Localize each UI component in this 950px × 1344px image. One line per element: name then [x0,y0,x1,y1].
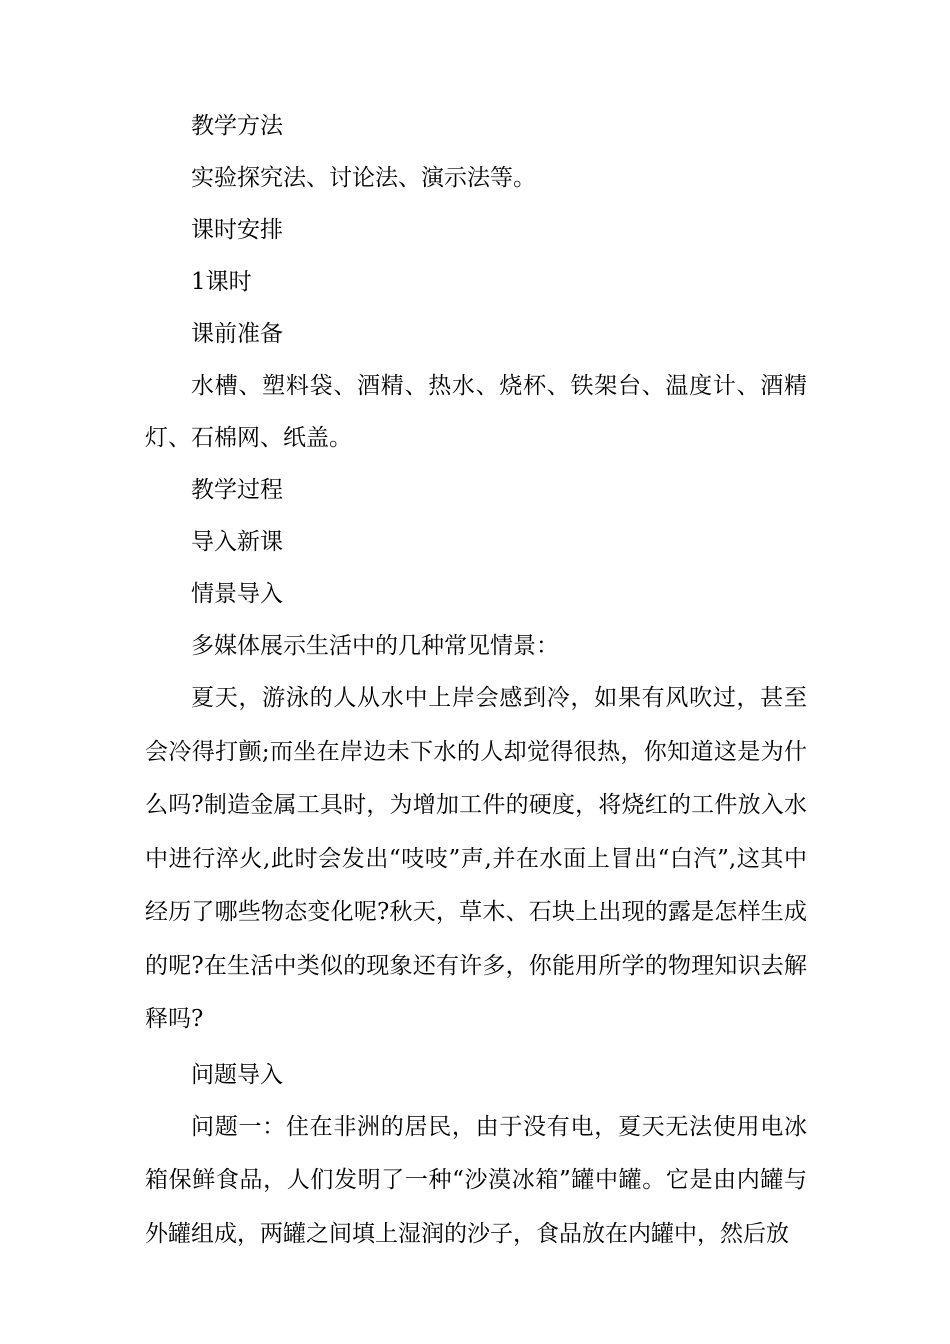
heading-question-intro: 问题导入 [191,1061,283,1088]
paragraph-scenarios: 夏天，游泳的人从水中上岸会感到冷，如果有风吹过，甚至会冷得打颤;而坐在岸边未下水的人却觉得很热，你知道这是为什么吗?制造金属工具时，为增加工件的硬度，将烧红的工件放入水中进行淬火,此时会发出“吱吱”声,并在水面上冒出“白汽”,这其中经历了哪些物态变化呢?秋天，草木、石块上出现的露是怎样生成的呢?在生活中类似的现象还有许多，你能用所学的物理知识去解释吗? [145,685,807,1032]
heading-preparation: 课前准备 [191,321,283,347]
paragraph-teaching-method: 实验探究法、讨论法、演示法等。 [191,165,536,191]
heading-teaching-method: 教学方法 [191,113,283,139]
paragraph-multimedia: 多媒体展示生活中的几种常见情景： [191,633,559,659]
document-body [145,100,807,1261]
heading-teaching-process: 教学过程 [191,477,283,503]
paragraph-question-one: 问题一：住在非洲的居民，由于没有电，夏天无法使用电冰箱保鲜食品，人们发明了一种“沙漠冰箱”罐中罐。它是由内罐与外罐组成，两罐之间填上湿润的沙子，食品放在内罐中，然后放 [145,1113,807,1247]
heading-scenario-intro: 情景导入 [191,581,283,607]
paragraph-class-hours: 1课时 [191,269,252,295]
heading-class-schedule: 课时安排 [191,217,283,243]
paragraph-materials: 水槽、塑料袋、酒精、热水、烧杯、铁架台、温度计、酒精灯、石棉网、纸盖。 [145,373,807,451]
heading-introduce-lesson: 导入新课 [191,529,283,555]
